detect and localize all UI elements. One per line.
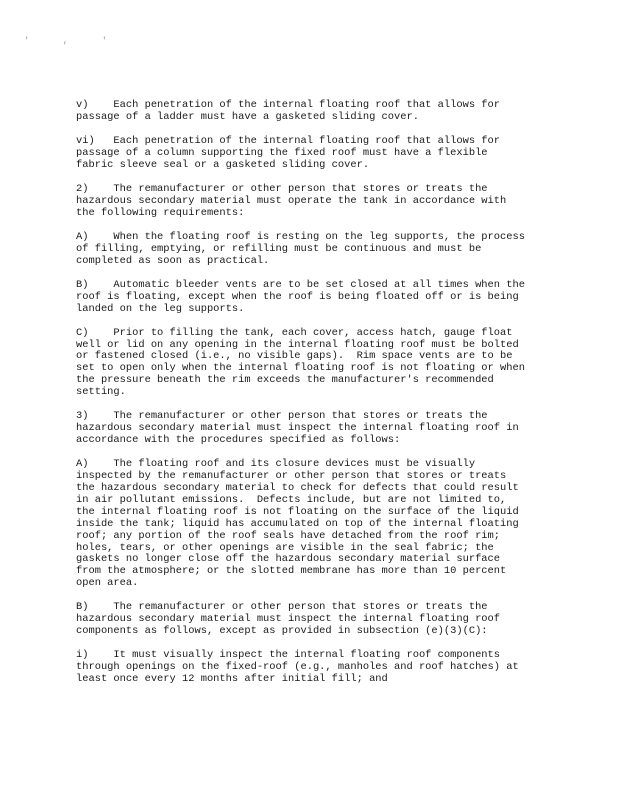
- paragraph-3B: B) The remanufacturer or other person that stores or treats the hazardous secondary material must inspect the internal floating roof components as follows, except as provided in subsection (e)(3)(C):: [76, 601, 501, 638]
- paragraph-vi: vi) Each penetration of the internal floating roof that allows for passage of a column supporting the fixed roof must have a flexible fabric sleeve seal or a gasketed sliding cover.: [76, 135, 501, 171]
- paragraph-3A: A) The floating roof and its closure devices must be visually inspected by the remanufacturer or other person that stores or treats the hazardous secondary material to check for defects that could result in air pollutant emissions. Defects include, but are not limited to, the internal floating roof is not floating on the surface of the liquid inside the tank; liquid has accumulated on top of the internal floating roof; any portion of the roof seals have detached from the roof rim; holes, tears, or other openings are visible in the seal fabric; the gaskets no longer close off the hazardous secondary material surface from the atmosphere; or the slotted membrane has more than 10 percent open area.: [76, 458, 519, 590]
- paragraph-2A: A) When the floating roof is resting on the leg supports, the process of filling, emptying, or refilling must be continuous and must be completed as soon as practical.: [76, 230, 525, 267]
- scan-marks: ' , ': [24, 36, 122, 46]
- paragraph-2B: B) Automatic bleeder vents are to be set closed at all times when the roof is floating, except when the roof is being floated off or is being landed on the leg supports.: [76, 278, 525, 315]
- paragraph-v: v) Each penetration of the internal floating roof that allows for passage of a ladder must have a gasketed sliding cover.: [76, 99, 501, 123]
- document-body: [76, 100, 546, 698]
- paragraph-2C: C) Prior to filling the tank, each cover, access hatch, gauge float well or lid on any opening in the internal floating roof must be bolted or fastened closed (i.e., no visible gaps). Rim space vents are to be set to open only when the internal floating roof is not floating or when the pressure beneath the rim exceeds the manufacturer's recommended setting.: [76, 326, 525, 399]
- paragraph-3: 3) The remanufacturer or other person that stores or treats the hazardous secondary material must inspect the internal floating roof in accordance with the procedures specified as follows:: [76, 410, 519, 447]
- paragraph-3B-i: i) It must visually inspect the internal floating roof components through openings on the fixed-roof (e.g., manholes and roof hatches) at least once every 12 months after initial fill; and: [76, 649, 519, 686]
- paragraph-2: 2) The remanufacturer or other person that stores or treats the hazardous secondary material must operate the tank in accordance with the following requirements:: [76, 182, 507, 219]
